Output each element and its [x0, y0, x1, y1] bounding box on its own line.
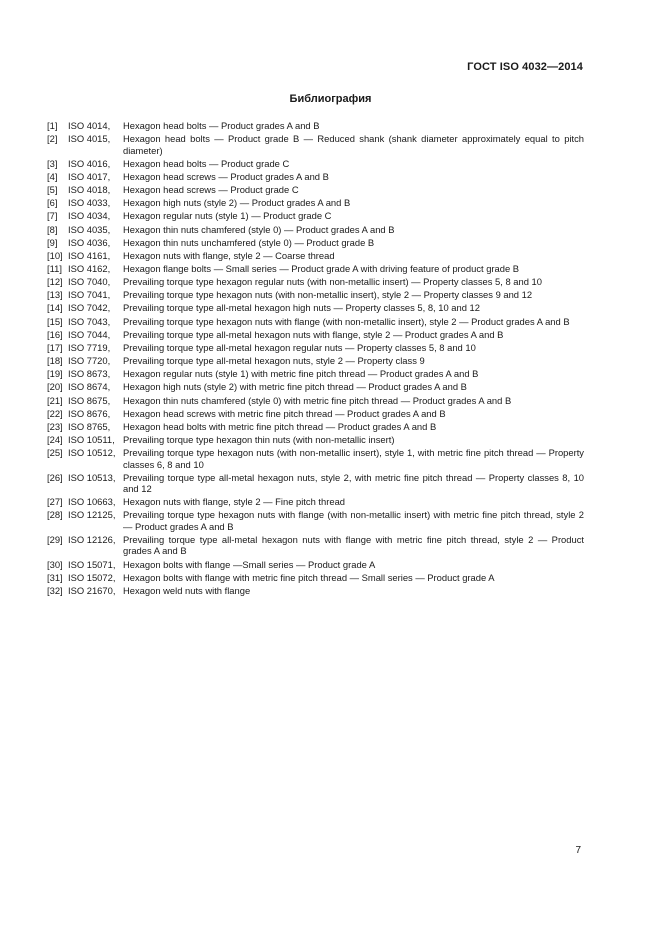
- reference-code: ISO 12125,: [68, 509, 116, 521]
- reference-title: Prevailing torque type all-metal hexagon nuts with flange with metric fine pitch thread, style 2 — Product grades A and B: [123, 534, 584, 557]
- reference-item: [47, 133, 584, 156]
- reference-item: [47, 395, 584, 406]
- reference-item: [47, 224, 584, 235]
- reference-title: Prevailing torque type all-metal hexagon high nuts — Property classes 5, 8, 10 and 12: [123, 302, 480, 314]
- reference-number: [15]: [47, 315, 63, 327]
- reference-code: ISO 7040,: [68, 276, 111, 288]
- reference-number: [6]: [47, 197, 58, 209]
- reference-item: [47, 289, 584, 300]
- reference-item: [47, 421, 584, 432]
- reference-number: [19]: [47, 368, 63, 380]
- reference-number: [24]: [47, 434, 63, 445]
- reference-item: [47, 496, 584, 507]
- reference-number: [2]: [47, 133, 58, 145]
- reference-title: Hexagon nuts with flange, style 2 — Coarse thread: [123, 249, 335, 261]
- reference-code: ISO 8675,: [68, 394, 111, 406]
- reference-code: ISO 7042,: [68, 302, 111, 314]
- reference-number: [14]: [47, 302, 63, 314]
- reference-title: Hexagon nuts with flange, style 2 — Fine pitch thread: [123, 496, 345, 508]
- page-number: 7: [575, 845, 581, 856]
- reference-number: [23]: [47, 420, 63, 432]
- reference-title: Prevailing torque type hexagon nuts with flange (with non-metallic insert), style 2 — Product grades A and B: [123, 315, 570, 327]
- reference-title: Hexagon bolts with flange —Small series — Product grade A: [123, 558, 376, 570]
- reference-item: [47, 447, 584, 470]
- reference-code: ISO 4033,: [68, 197, 111, 209]
- reference-code: ISO 4014,: [68, 120, 111, 131]
- reference-code: ISO 10663,: [68, 496, 116, 508]
- reference-item: [47, 534, 584, 557]
- reference-title: Prevailing torque type all-metal hexagon regular nuts — Property classes 5, 8 and 10: [123, 341, 476, 353]
- reference-code: ISO 7719,: [68, 341, 111, 353]
- reference-code: ISO 7041,: [68, 289, 111, 301]
- reference-title: Hexagon head bolts with metric fine pitch thread — Product grades A and B: [123, 420, 437, 432]
- reference-number: [13]: [47, 289, 63, 301]
- reference-title: Hexagon head screws — Product grade C: [123, 184, 299, 196]
- reference-item: [47, 355, 584, 366]
- reference-item: [47, 210, 584, 221]
- reference-number: [17]: [47, 341, 63, 353]
- reference-code: ISO 10513,: [68, 471, 116, 483]
- reference-number: [20]: [47, 381, 63, 393]
- reference-item: [47, 342, 584, 353]
- reference-item: [47, 472, 584, 495]
- reference-code: ISO 4161,: [68, 249, 111, 261]
- reference-number: [7]: [47, 210, 58, 222]
- reference-item: [47, 184, 584, 195]
- reference-item: [47, 509, 584, 532]
- reference-item: [47, 329, 584, 340]
- reference-title: Hexagon regular nuts (style 1) with metric fine pitch thread — Product grades A and B: [123, 368, 479, 380]
- reference-code: ISO 8765,: [68, 420, 111, 432]
- reference-number: [12]: [47, 276, 63, 288]
- reference-code: ISO 4016,: [68, 157, 111, 169]
- reference-number: [28]: [47, 509, 63, 521]
- reference-item: [47, 559, 584, 570]
- reference-number: [18]: [47, 355, 63, 367]
- reference-code: ISO 8676,: [68, 407, 111, 419]
- reference-title: Prevailing torque type all-metal hexagon nuts, style 2 — Property class 9: [123, 355, 425, 367]
- reference-item: [47, 381, 584, 392]
- reference-title: Hexagon bolts with flange with metric fine pitch thread — Small series — Product grade A: [123, 571, 495, 583]
- bibliography-title: Библиография: [289, 93, 372, 105]
- reference-code: ISO 21670,: [68, 584, 116, 596]
- reference-item: [47, 302, 584, 313]
- reference-number: [26]: [47, 471, 63, 483]
- reference-number: [10]: [47, 249, 63, 261]
- reference-code: ISO 4036,: [68, 236, 111, 248]
- reference-number: [29]: [47, 534, 63, 545]
- reference-title: Prevailing torque type all-metal hexagon nuts with flange, style 2 — Product grades A and B: [123, 328, 504, 340]
- reference-item: [47, 316, 584, 327]
- reference-number: [32]: [47, 584, 63, 596]
- document-header: ГОСТ ISO 4032—2014: [467, 61, 583, 73]
- reference-title: Hexagon flange bolts — Small series — Product grade A with driving feature of product grade B: [123, 262, 520, 274]
- reference-title: Prevailing torque type hexagon nuts (with non-metallic insert), style 2 — Property classes 9 and 12: [123, 289, 533, 301]
- reference-item: [47, 368, 584, 379]
- reference-item: [47, 250, 584, 261]
- reference-code: ISO 8673,: [68, 368, 111, 380]
- reference-code: ISO 4017,: [68, 170, 111, 182]
- reference-item: [47, 158, 584, 169]
- reference-item: [47, 572, 584, 583]
- reference-title: Hexagon high nuts (style 2) with metric fine pitch thread — Product grades A and B: [123, 381, 467, 393]
- reference-number: [22]: [47, 407, 63, 419]
- reference-code: ISO 10511,: [68, 434, 115, 445]
- reference-number: [21]: [47, 394, 63, 406]
- reference-item: [47, 120, 584, 131]
- reference-title: Prevailing torque type all-metal hexagon nuts, style 2, with metric fine pitch thread — Property classes 8, 10 and 12: [123, 471, 584, 495]
- reference-title: Hexagon thin nuts chamfered (style 0) with metric fine pitch thread — Product grades A and B: [123, 394, 512, 406]
- reference-code: ISO 15072,: [68, 571, 116, 583]
- reference-item: [47, 197, 584, 208]
- reference-title: Prevailing torque type hexagon nuts (with non-metallic insert), style 1, with metric fine pitch thread — Property classes 6, 8 and 10: [123, 447, 584, 470]
- reference-number: [11]: [47, 262, 62, 274]
- reference-item: [47, 171, 584, 182]
- reference-title: Hexagon head screws with metric fine pitch thread — Product grades A and B: [123, 407, 446, 419]
- reference-code: ISO 4162,: [68, 262, 111, 274]
- reference-number: [3]: [47, 157, 58, 169]
- reference-item: [47, 585, 584, 596]
- reference-item: [47, 263, 584, 274]
- reference-number: [4]: [47, 170, 58, 182]
- reference-number: [31]: [47, 571, 63, 583]
- reference-title: Hexagon weld nuts with flange: [123, 584, 251, 596]
- reference-code: ISO 4034,: [68, 210, 111, 222]
- reference-code: ISO 15071,: [68, 558, 116, 570]
- reference-title: Prevailing torque type hexagon regular nuts (with non-metallic insert) — Property classes 5, 8 and 10: [123, 276, 542, 288]
- reference-title: Hexagon head bolts — Product grade B — Reduced shank (shank diameter approximately equal to pitch diameter): [123, 133, 584, 156]
- reference-title: Hexagon thin nuts chamfered (style 0) — Product grades A and B: [123, 223, 395, 235]
- reference-number: [30]: [47, 558, 63, 570]
- reference-code: ISO 7043,: [68, 315, 111, 327]
- reference-code: ISO 4018,: [68, 184, 111, 196]
- reference-item: [47, 408, 584, 419]
- reference-code: ISO 7044,: [68, 328, 111, 340]
- reference-number: [25]: [47, 447, 63, 459]
- reference-number: [27]: [47, 496, 63, 508]
- reference-number: [16]: [47, 328, 63, 340]
- reference-title: Prevailing torque type hexagon nuts with flange (with non-metallic insert) with metric fine pitch thread, style 2 — Product grades A and B: [123, 509, 584, 532]
- reference-title: Hexagon thin nuts unchamfered (style 0) — Product grade B: [123, 236, 375, 248]
- reference-title: Hexagon head screws — Product grades A and B: [123, 170, 329, 182]
- reference-code: ISO 4035,: [68, 223, 111, 235]
- reference-code: ISO 8674,: [68, 381, 111, 393]
- reference-item: [47, 434, 584, 445]
- reference-number: [1]: [47, 120, 58, 131]
- reference-code: ISO 10512,: [68, 447, 116, 459]
- reference-item: [47, 237, 584, 248]
- reference-list: [47, 120, 584, 598]
- reference-code: ISO 7720,: [68, 355, 111, 367]
- reference-title: Hexagon high nuts (style 2) — Product grades A and B: [123, 197, 351, 209]
- reference-title: Prevailing torque type hexagon thin nuts (with non-metallic insert): [123, 434, 395, 445]
- reference-number: [5]: [47, 184, 58, 196]
- reference-number: [9]: [47, 236, 58, 248]
- reference-number: [8]: [47, 223, 58, 235]
- reference-item: [47, 276, 584, 287]
- reference-title: Hexagon head bolts — Product grade C: [123, 157, 290, 169]
- reference-title: Hexagon regular nuts (style 1) — Product grade C: [123, 210, 332, 222]
- reference-title: Hexagon head bolts — Product grades A and B: [123, 120, 320, 131]
- reference-code: ISO 4015,: [68, 133, 111, 145]
- reference-code: ISO 12126,: [68, 534, 116, 545]
